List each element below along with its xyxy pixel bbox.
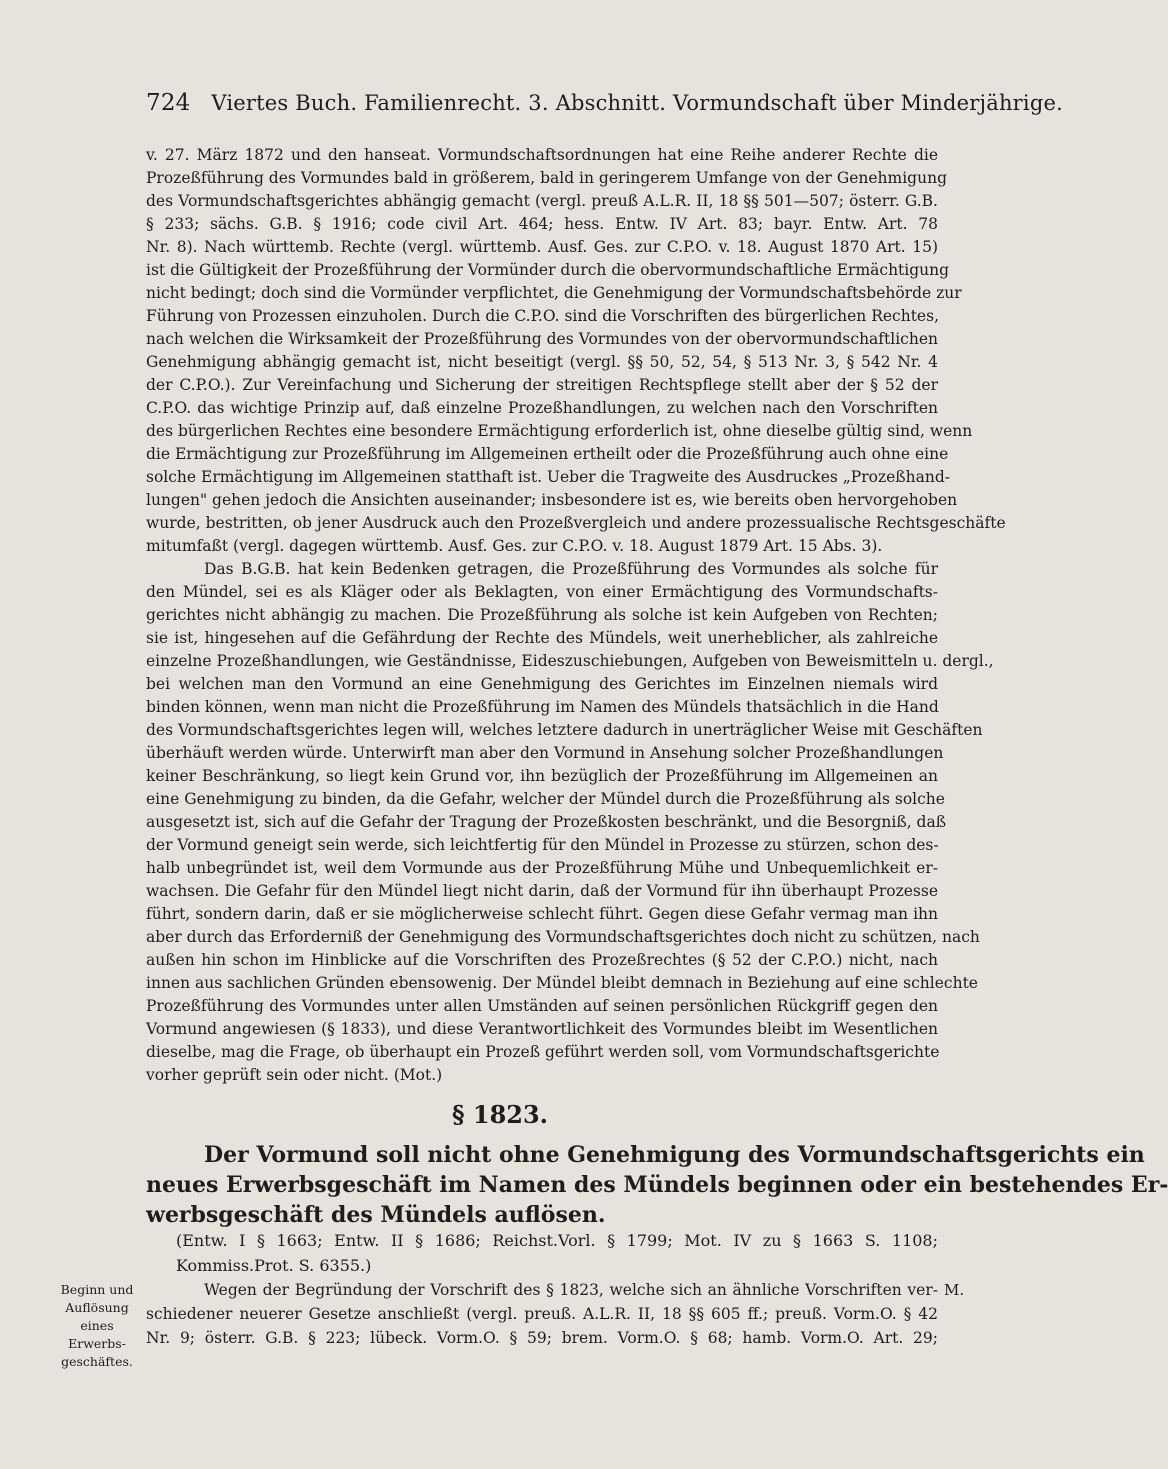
text-line: des Vormundschaftsgerichtes legen will, welches letztere dadurch in unerträglicher Weise mit Geschäften <box>146 721 983 739</box>
text-line: ist die Gültigkeit der Prozeßführung der Vormünder durch die obervormundschaftliche Ermächtigung <box>146 261 950 279</box>
text-line: des bürgerlichen Rechtes eine besondere Ermächtigung erforderlich ist, ohne dieselbe gültig sind, wenn <box>146 422 973 440</box>
margin-note-line: Auflösung eines <box>65 1300 129 1333</box>
running-header <box>146 90 1063 116</box>
text-line: Wegen der Begründung der Vorschrift des § 1823, welche sich an ähnliche Vorschriften ver- <box>204 1281 938 1299</box>
statute-references <box>176 1228 938 1278</box>
paragraph-2 <box>146 558 994 1087</box>
text-line: Prozeßführung des Vormundes unter allen Umständen auf seinen persönlichen Rückgriff gegen den <box>146 997 938 1015</box>
reference-line: (Entw. I § 1663; Entw. II § 1686; Reichst.Vorl. § 1799; Mot. IV zu § 1663 S. 1108; <box>176 1231 938 1250</box>
text-line: wachsen. Die Gefahr für den Mündel liegt nicht darin, daß der Vormund für ihn überhaupt Prozesse <box>146 882 938 900</box>
text-line: Vormund angewiesen (§ 1833), und diese Verantwortlichkeit des Vormundes bleibt im Wesentlichen <box>146 1020 938 1038</box>
text-line: keiner Beschränkung, so liegt kein Grund vor, ihn bezüglich der Prozeßführung im Allgemeinen an <box>146 767 938 785</box>
text-line: gerichtes nicht abhängig zu machen. Die Prozeßführung als solche ist kein Aufgeben von Rechten; <box>146 606 938 624</box>
margin-marker: M. <box>944 1281 965 1299</box>
page-number: 724 <box>146 90 191 116</box>
text-line: Nr. 9; österr. G.B. § 223; lübeck. Vorm.O. § 59; brem. Vorm.O. § 68; hamb. Vorm.O. Art. 29; <box>146 1329 938 1347</box>
text-line: der C.P.O.). Zur Vereinfachung und Sicherung der streitigen Rechtspflege stellt aber der § 52 der <box>146 376 938 394</box>
text-line: schiedener neuerer Gesetze anschließt (vergl. preuß. A.L.R. II, 18 §§ 605 ff.; preuß. Vorm.O. § 42 <box>146 1305 938 1323</box>
text-line: solche Ermächtigung im Allgemeinen statthaft ist. Ueber die Tragweite des Ausdruckes „Prozeßhand- <box>146 468 951 486</box>
text-line: ausgesetzt ist, sich auf die Gefahr der Tragung der Prozeßkosten beschränkt, und die Besorgniß, daß <box>146 813 947 831</box>
text-line: Führung von Prozessen einzuholen. Durch die C.P.O. sind die Vorschriften des bürgerlichen Rechtes, <box>146 307 939 325</box>
text-line: nicht bedingt; doch sind die Vormünder verpflichtet, die Genehmigung der Vormundschaftsbehörde zur <box>146 284 962 302</box>
margin-note <box>54 1281 140 1371</box>
text-line: führt, sondern darin, daß er sie möglicherweise schlecht führt. Gegen diese Gefahr vermag man ihn <box>146 905 938 923</box>
text-line: nach welchen die Wirksamkeit der Prozeßführung des Vormundes von der obervormundschaftlichen <box>146 330 938 348</box>
margin-note-line: geschäftes. <box>61 1354 133 1369</box>
statute-text <box>146 1140 1168 1230</box>
text-line: sie ist, hingesehen auf die Gefährdung der Rechte des Mündels, weit unerheblicher, als zahlreiche <box>146 629 938 647</box>
reference-line: Kommiss.Prot. S. 6355.) <box>176 1256 372 1275</box>
text-line: C.P.O. das wichtige Prinzip auf, daß einzelne Prozeßhandlungen, zu welchen nach den Vorschriften <box>146 399 938 417</box>
text-line: dieselbe, mag die Frage, ob überhaupt ein Prozeß geführt werden soll, vom Vormundschaftsgerichte <box>146 1043 940 1061</box>
text-line: § 233; sächs. G.B. § 1916; code civil Art. 464; hess. Entw. IV Art. 83; bayr. Entw. Art. 78 <box>146 215 938 233</box>
text-line: überhäuft werden würde. Unterwirft man aber den Vormund in Ansehung solcher Prozeßhandlungen <box>146 744 944 762</box>
statute-line: werbsgeschäft des Mündels auflösen. <box>146 1202 606 1228</box>
text-line: die Ermächtigung zur Prozeßführung im Allgemeinen ertheilt oder die Prozeßführung auch ohne eine <box>146 445 949 463</box>
text-line: lungen" gehen jedoch die Ansichten auseinander; insbesondere ist es, wie bereits oben hervorgehoben <box>146 491 958 509</box>
text-line: vorher geprüft sein oder nicht. (Mot.) <box>146 1066 443 1084</box>
text-line: einzelne Prozeßhandlungen, wie Geständnisse, Eideszuschiebungen, Aufgeben von Beweismitteln u. dergl., <box>146 652 994 670</box>
text-line: bei welchen man den Vormund an eine Genehmigung des Gerichtes im Einzelnen niemals wird <box>146 675 938 693</box>
text-line: eine Genehmigung zu binden, da die Gefahr, welcher der Mündel durch die Prozeßführung als solche <box>146 790 945 808</box>
paragraph-1 <box>146 144 1006 558</box>
text-line: Genehmigung abhängig gemacht ist, nicht beseitigt (vergl. §§ 50, 52, 54, § 513 Nr. 3, § 542 Nr. 4 <box>146 353 938 371</box>
text-line: außen hin schon im Hinblicke auf die Vorschriften des Prozeßrechtes (§ 52 der C.P.O.) nicht, nach <box>146 951 938 969</box>
text-line: des Vormundschaftsgerichtes abhängig gemacht (vergl. preuß A.L.R. II, 18 §§ 501—507; österr. G.B. <box>146 192 938 210</box>
text-line: binden können, wenn man nicht die Prozeßführung im Namen des Mündels thatsächlich in die Hand <box>146 698 939 716</box>
text-line: mitumfaßt (vergl. dagegen württemb. Ausf. Ges. zur C.P.O. v. 18. August 1879 Art. 15 Abs. 3). <box>146 537 883 555</box>
text-line: aber durch das Erforderniß der Genehmigung des Vormundschaftsgerichtes doch nicht zu schützen, nach <box>146 928 980 946</box>
text-line: Nr. 8). Nach württemb. Rechte (vergl. württemb. Ausf. Ges. zur C.P.O. v. 18. August 1870 Art. 15) <box>146 238 938 256</box>
text-line: halb unbegründet ist, weil dem Vormunde aus der Prozeßführung Mühe und Unbequemlichkeit er- <box>146 859 938 877</box>
text-line: wurde, bestritten, ob jener Ausdruck auch den Prozeßvergleich und andere prozessualische Rechtsgeschäfte <box>146 514 1006 532</box>
text-line: Das B.G.B. hat kein Bedenken getragen, die Prozeßführung des Vormundes als solche für <box>204 560 938 578</box>
text-line: der Vormund geneigt sein werde, sich leichtfertig für den Mündel in Prozesse zu stürzen, schon des- <box>146 836 939 854</box>
running-title: Viertes Buch. Familienrecht. 3. Abschnitt. Vormundschaft über Minderjährige. <box>211 91 1063 115</box>
text-line: Prozeßführung des Vormundes bald in größerem, bald in geringerem Umfange von der Genehmigung <box>146 169 947 187</box>
text-line: den Mündel, sei es als Kläger oder als Beklagten, von einer Ermächtigung des Vormundschafts- <box>146 583 938 601</box>
margin-note-line: Beginn und <box>60 1282 134 1297</box>
statute-line: Der Vormund soll nicht ohne Genehmigung des Vormundschaftsgerichts ein <box>204 1142 1145 1168</box>
margin-note-line: Erwerbs- <box>68 1336 126 1351</box>
text-line: v. 27. März 1872 und den hanseat. Vormundschaftsordnungen hat eine Reihe anderer Rechte die <box>146 146 938 164</box>
section-number: § 1823. <box>451 1100 549 1129</box>
statute-line: neues Erwerbsgeschäft im Namen des Mündels beginnen oder ein bestehendes Er- <box>146 1172 1168 1198</box>
paragraph-3 <box>146 1278 938 1350</box>
text-line: innen aus sachlichen Gründen ebensowenig. Der Mündel bleibt demnach in Beziehung auf eine schlechte <box>146 974 978 992</box>
